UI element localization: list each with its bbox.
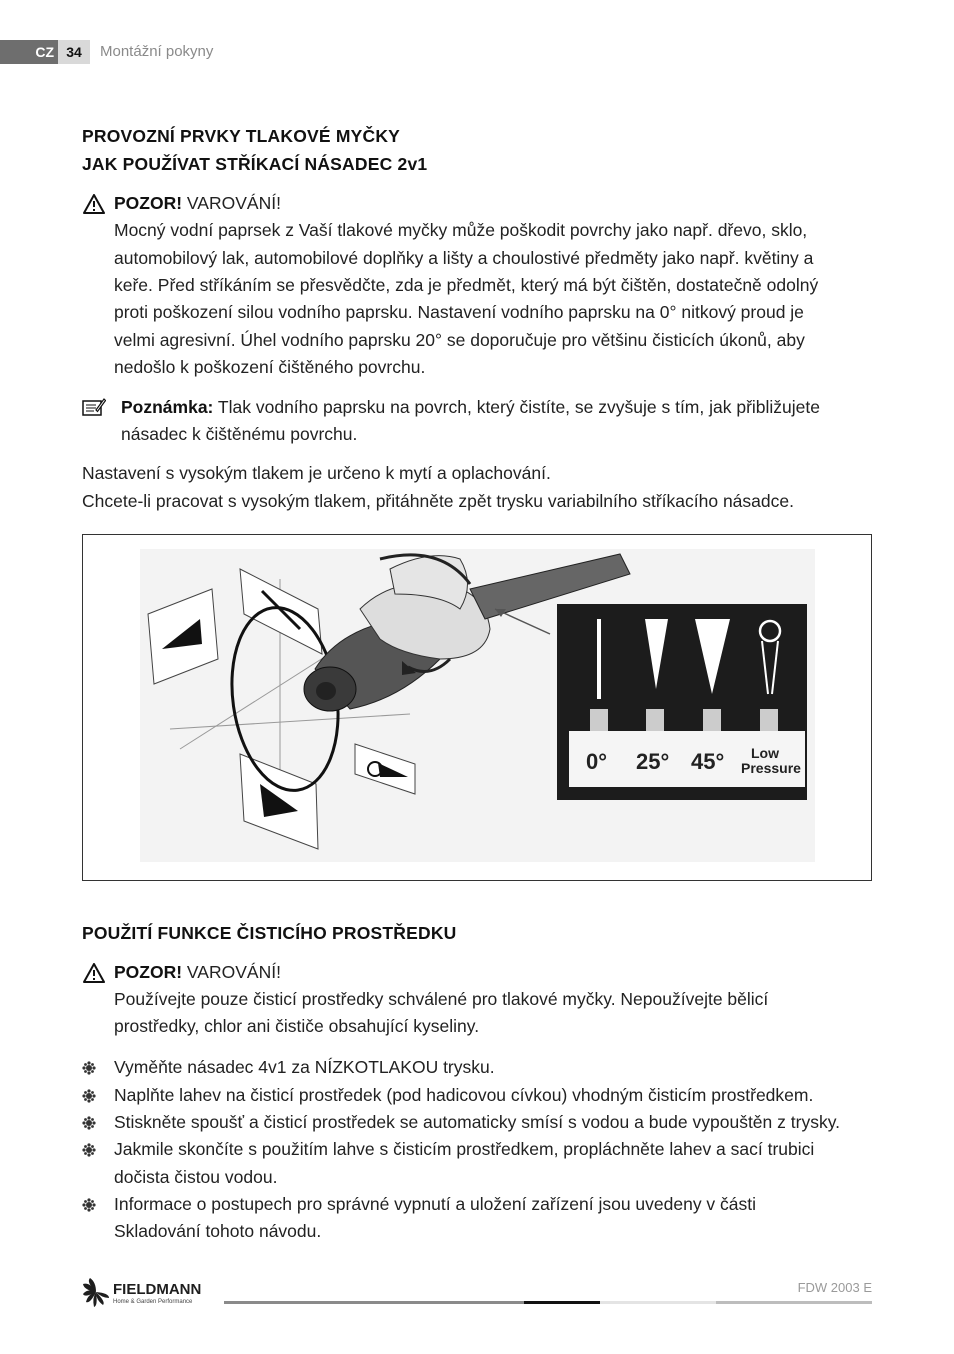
warning-line: prostředky, chlor ani čističe obsahující kyseliny. — [114, 1016, 480, 1036]
bullet-icon — [82, 1198, 96, 1212]
model-number: FDW 2003 E — [797, 1280, 872, 1295]
warning-word: VAROVÁNÍ! — [182, 962, 281, 982]
bullet-icon — [82, 1116, 96, 1130]
label-45deg: 45° — [691, 749, 725, 774]
list-item: Jakmile skončíte s použitím lahve s čisticím prostředkem, propláchněte lahev a sací trubici — [114, 1139, 815, 1159]
warning-line: keře. Před stříkáním se přesvědčte, zda je předmět, který má být čištěn, dostatečně odolný — [114, 275, 819, 295]
note-line: násadec k čištěnému povrchu. — [121, 424, 358, 444]
fieldmann-logo — [82, 1276, 224, 1310]
language-tab: CZ — [0, 40, 58, 64]
list-item-continuation: Skladování tohoto návodu. — [114, 1221, 322, 1241]
brand-name: FIELDMANN — [113, 1281, 202, 1298]
paragraph-line: Chcete-li pracovat s vysokým tlakem, přitáhněte zpět trysku variabilního stříkacího násadce. — [82, 491, 794, 511]
label-25deg: 25° — [636, 749, 670, 774]
warning-label: POZOR! — [114, 962, 183, 982]
label-0deg: 0° — [586, 749, 608, 774]
warning-line: Mocný vodní paprsek z Vaší tlakové myčky může poškodit povrchy jako např. dřevo, sklo, — [114, 220, 808, 240]
note-icon — [82, 396, 106, 418]
list-item: Informace o postupech pro správné vypnutí a uložení zařízení jsou uvedeny v části — [114, 1194, 757, 1214]
warning-heading — [114, 959, 281, 986]
note-line: Tlak vodního paprsku na povrch, který čistíte, se zvyšuje s tím, jak přibližujete — [213, 397, 820, 417]
footer-rule-light — [600, 1301, 716, 1304]
heading-detergent: POUŽITÍ FUNKCE ČISTICÍHO PROSTŘEDKU — [82, 923, 457, 943]
page-number: 34 — [58, 40, 90, 64]
footer-rule-end — [716, 1301, 872, 1304]
label-pressure: Pressure — [741, 760, 801, 776]
warning-label: POZOR! — [114, 193, 183, 213]
bullet-icon — [82, 1089, 96, 1103]
footer-rule-accent — [524, 1301, 600, 1304]
nozzle-illustration — [140, 549, 815, 862]
warning-line: nedošlo k poškození čištěného povrchu. — [114, 357, 426, 377]
warning-line: proti poškození silou vodního paprsku. Nastavení vodního paprsku na 0° nitkový proud je — [114, 302, 804, 322]
warning-icon — [83, 963, 105, 983]
warning-word: VAROVÁNÍ! — [182, 193, 281, 213]
note-label: Poznámka: — [121, 397, 214, 417]
paragraph-line: Nastavení s vysokým tlakem je určeno k mytí a oplachování. — [82, 463, 551, 483]
label-low: Low — [751, 745, 779, 761]
list-item: Vyměňte násadec 4v1 za NÍZKOTLAKOU trysku. — [114, 1057, 495, 1077]
warning-line: automobilový lak, automobilové doplňky a lišty a choulostivé předměty jako např. květiny a — [114, 248, 814, 268]
brand-tagline: Home & Garden Performance — [113, 1299, 193, 1305]
note-text — [121, 394, 820, 421]
warning-heading — [114, 190, 281, 217]
bullet-icon — [82, 1143, 96, 1157]
list-item: Stiskněte spoušť a čisticí prostředek se automaticky smísí s vodou a bude vypouštěn z trysky. — [114, 1112, 841, 1132]
heading-nozzle: JAK POUŽÍVAT STŘÍKACÍ NÁSADEC 2v1 — [82, 154, 428, 174]
section-title: Montážní pokyny — [100, 43, 214, 60]
warning-line: Používejte pouze čisticí prostředky schválené pro tlakové myčky. Nepoužívejte bělicí — [114, 989, 769, 1009]
warning-icon — [83, 194, 105, 214]
footer-rule — [224, 1301, 524, 1304]
list-item-continuation: dočista čistou vodou. — [114, 1167, 278, 1187]
bullet-icon — [82, 1061, 96, 1075]
warning-line: velmi agresivní. Úhel vodního paprsku 20° se doporučuje pro většinu čisticích úkonů, aby — [114, 330, 805, 350]
heading-controls: PROVOZNÍ PRVKY TLAKOVÉ MYČKY — [82, 126, 401, 146]
list-item: Naplňte lahev na čisticí prostředek (pod hadicovou cívkou) vhodným čisticím prostředkem. — [114, 1085, 814, 1105]
